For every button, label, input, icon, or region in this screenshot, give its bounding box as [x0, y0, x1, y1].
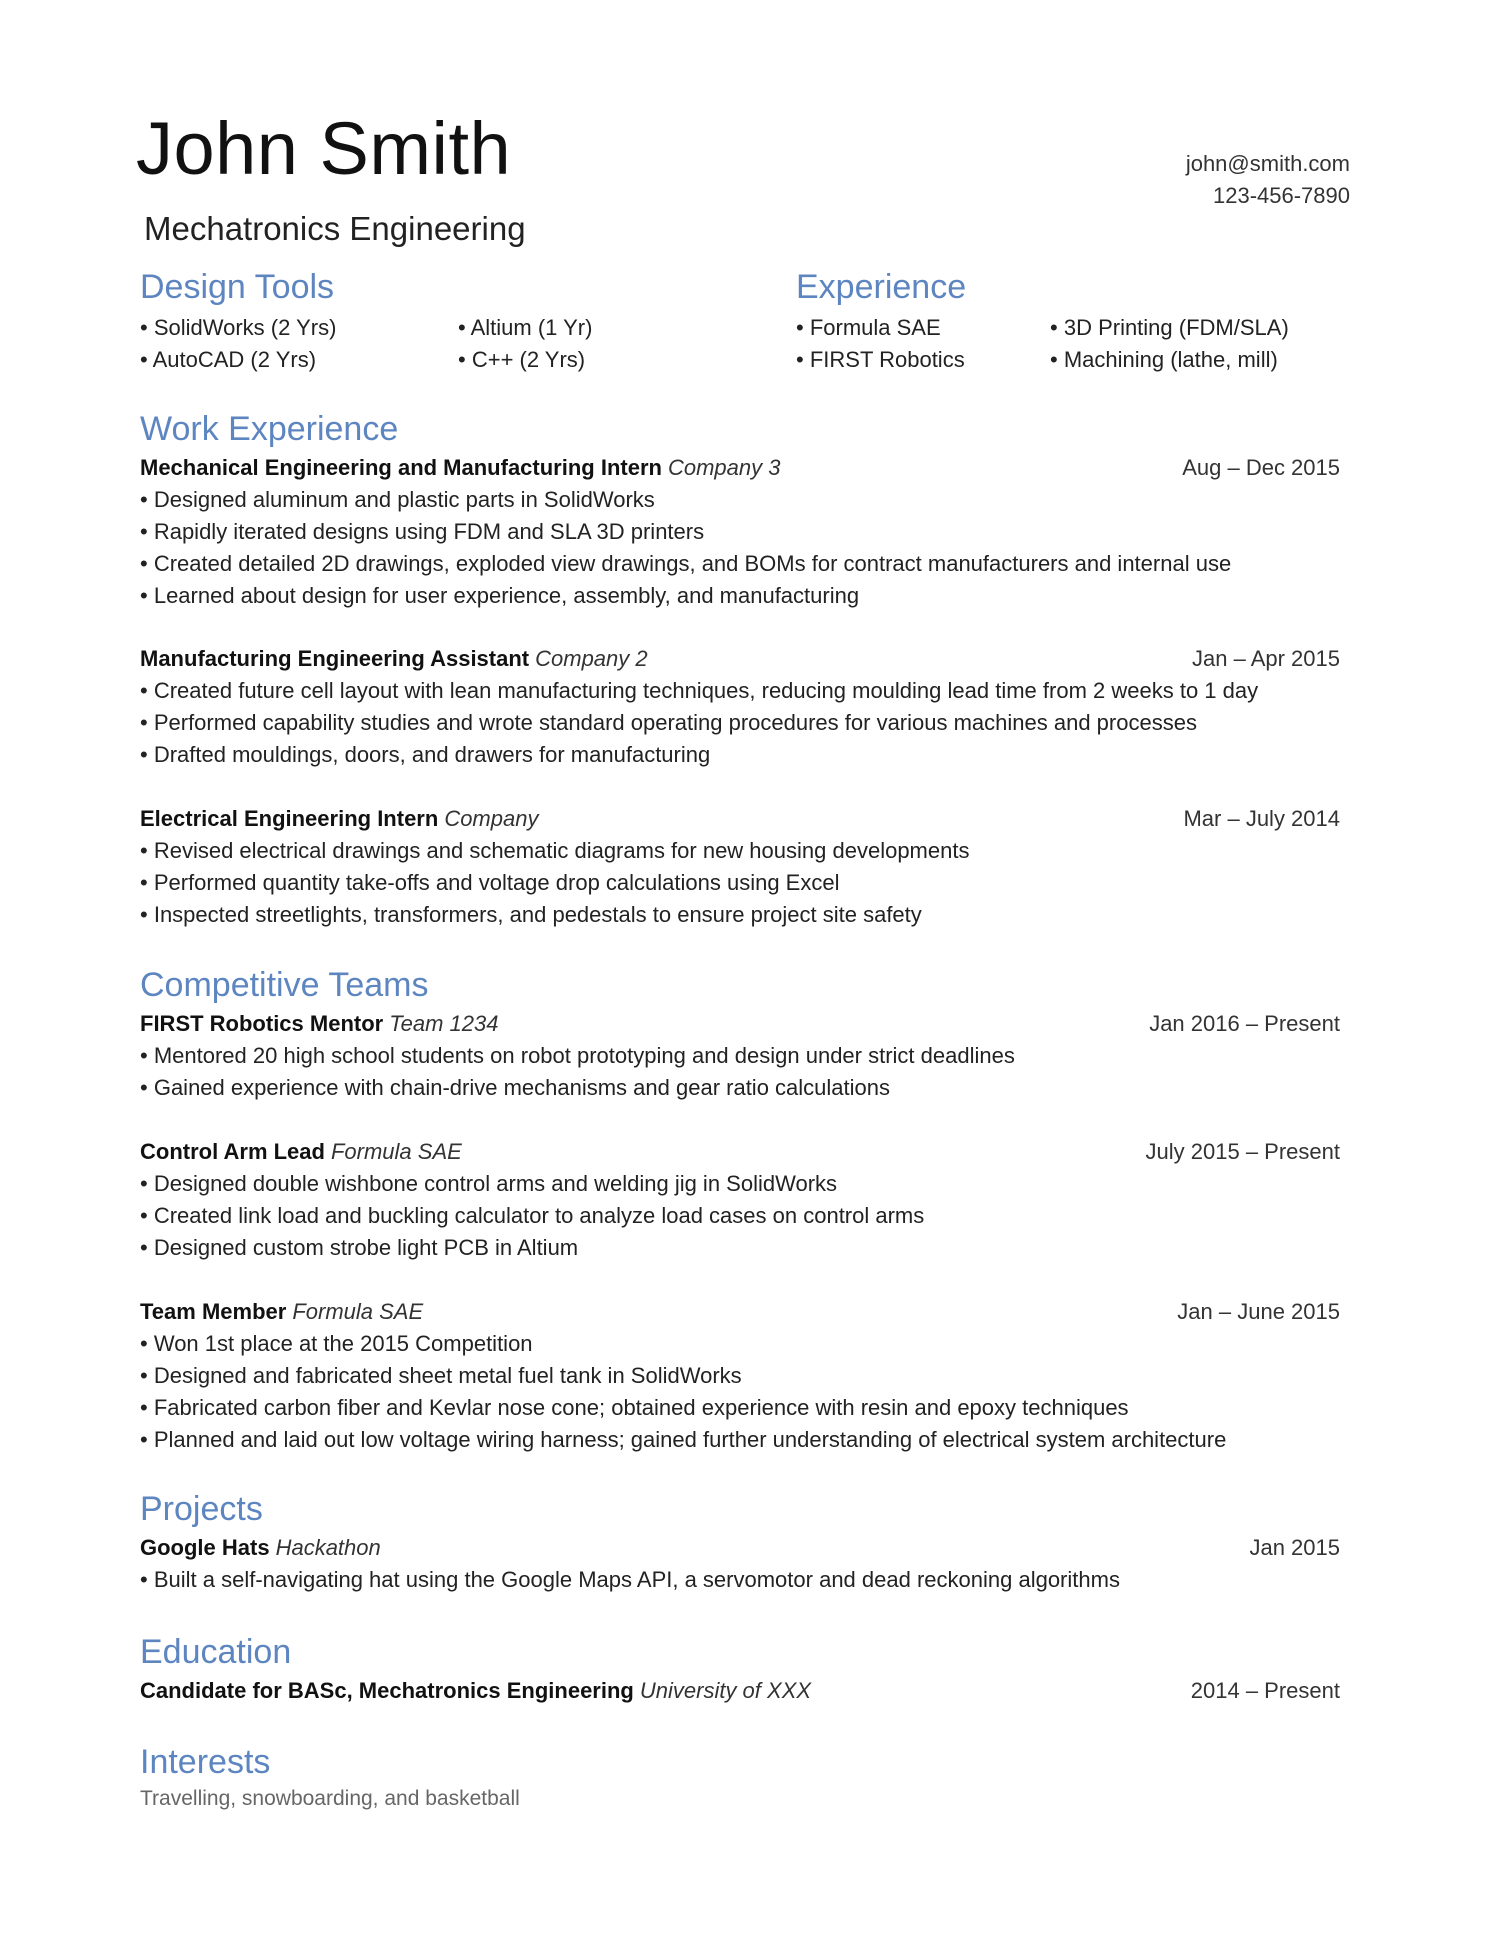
bullet-item: • Designed and fabricated sheet metal fuel tank in SolidWorks [140, 1360, 1340, 1392]
bullet-list [140, 484, 1340, 612]
design-tools-heading: Design Tools [140, 268, 335, 306]
interests-text: Travelling, snowboarding, and basketball [140, 1787, 520, 1810]
company-name: Company [444, 806, 539, 831]
design-tools-col-1 [140, 312, 336, 376]
date-range: Jan 2016 – Present [1149, 1011, 1340, 1036]
job-title: Electrical Engineering Intern [140, 806, 439, 831]
entry-header [140, 1008, 1340, 1040]
bullet-list [140, 1168, 1340, 1264]
phone-number: 123-456-7890 [1212, 183, 1350, 208]
bullet-item: • Created detailed 2D drawings, exploded view drawings, and BOMs for contract manufacturers and internal use [140, 548, 1340, 580]
interests-heading: Interests [140, 1743, 271, 1781]
experience-skills-col-2 [1050, 312, 1289, 376]
skill-item: • AutoCAD (2 Yrs) [140, 347, 317, 372]
bullet-list [140, 835, 1340, 931]
bullet-item: • Drafted mouldings, doors, and drawers for manufacturing [140, 739, 1340, 771]
skill-item: • C++ (2 Yrs) [458, 347, 586, 372]
date-range: Jan – Apr 2015 [1191, 646, 1340, 671]
bullet-item: • Rapidly iterated designs using FDM and SLA 3D printers [140, 516, 1340, 548]
bullet-item: • Learned about design for user experience, assembly, and manufacturing [140, 580, 1340, 612]
entry-header [140, 643, 1340, 675]
entry-header [140, 1136, 1340, 1168]
team-role: FIRST Robotics Mentor [140, 1011, 384, 1036]
entry-header [140, 1296, 1340, 1328]
date-range: Aug – Dec 2015 [1182, 455, 1340, 480]
bullet-item: • Planned and laid out low voltage wiring harness; gained further understanding of electrical system architecture [140, 1424, 1340, 1456]
job-title: Mechanical Engineering and Manufacturing Intern [140, 455, 662, 480]
bullet-item: • Created link load and buckling calculator to analyze load cases on control arms [140, 1200, 1340, 1232]
team-entry [140, 1296, 1340, 1456]
work-entry [140, 452, 1340, 612]
work-experience-heading: Work Experience [140, 410, 399, 448]
company-name: Company 2 [535, 646, 648, 671]
entry-header [140, 1675, 1340, 1707]
bullet-item: • Gained experience with chain-drive mechanisms and gear ratio calculations [140, 1072, 1340, 1104]
experience-skills-col-1 [796, 312, 965, 376]
job-title: Manufacturing Engineering Assistant [140, 646, 530, 671]
entry-header [140, 803, 1340, 835]
date-range: 2014 – Present [1190, 1678, 1340, 1703]
skill-item: • Altium (1 Yr) [458, 315, 593, 340]
work-entry [140, 803, 1340, 931]
bullet-item: • Designed double wishbone control arms and welding jig in SolidWorks [140, 1168, 1340, 1200]
bullet-item: • Created future cell layout with lean manufacturing techniques, reducing moulding lead time from 2 weeks to 1 day [140, 675, 1340, 707]
date-range: Mar – July 2014 [1183, 806, 1340, 831]
entry-header [140, 452, 1340, 484]
contact-info [1186, 148, 1350, 212]
project-context: Hackathon [275, 1535, 381, 1560]
bullet-item: • Won 1st place at the 2015 Competition [140, 1328, 1340, 1360]
skill-item: • SolidWorks (2 Yrs) [140, 315, 337, 340]
team-name: Formula SAE [292, 1299, 424, 1324]
bullet-item: • Fabricated carbon fiber and Kevlar nose cone; obtained experience with resin and epoxy techniques [140, 1392, 1340, 1424]
bullet-item: • Performed capability studies and wrote standard operating procedures for various machines and processes [140, 707, 1340, 739]
team-entry [140, 1008, 1340, 1104]
bullet-list [140, 675, 1340, 771]
date-range: Jan – June 2015 [1177, 1299, 1340, 1324]
skill-item: • Machining (lathe, mill) [1050, 347, 1278, 372]
skill-item: • FIRST Robotics [796, 347, 965, 372]
team-role: Control Arm Lead [140, 1139, 325, 1164]
education-heading: Education [140, 1633, 292, 1671]
experience-skills-heading: Experience [796, 268, 967, 306]
work-entry [140, 643, 1340, 771]
design-tools-col-2 [458, 312, 592, 376]
skill-item: • 3D Printing (FDM/SLA) [1050, 315, 1289, 340]
date-range: Jan 2015 [1249, 1535, 1340, 1560]
degree-title: Candidate for BASc, Mechatronics Engineering [140, 1678, 634, 1703]
bullet-item: • Designed aluminum and plastic parts in SolidWorks [140, 484, 1340, 516]
bullet-list [140, 1564, 1340, 1596]
team-role: Team Member [140, 1299, 287, 1324]
bullet-list [140, 1328, 1340, 1456]
bullet-item: • Performed quantity take-offs and voltage drop calculations using Excel [140, 867, 1340, 899]
competitive-teams-heading: Competitive Teams [140, 966, 429, 1004]
projects-heading: Projects [140, 1490, 263, 1528]
project-entry [140, 1532, 1340, 1596]
bullet-item: • Designed custom strobe light PCB in Altium [140, 1232, 1340, 1264]
entry-header [140, 1532, 1340, 1564]
email-link[interactable]: john@smith.com [1185, 151, 1350, 176]
bullet-list [140, 1040, 1340, 1104]
candidate-discipline: Mechatronics Engineering [144, 210, 526, 247]
education-entry [140, 1675, 1340, 1707]
project-title: Google Hats [140, 1535, 270, 1560]
company-name: Company 3 [667, 455, 781, 480]
team-name: Team 1234 [389, 1011, 499, 1036]
date-range: July 2015 – Present [1145, 1139, 1340, 1164]
bullet-item: • Mentored 20 high school students on robot prototyping and design under strict deadlines [140, 1040, 1340, 1072]
candidate-name: John Smith [136, 107, 512, 190]
team-entry [140, 1136, 1340, 1264]
bullet-item: • Revised electrical drawings and schematic diagrams for new housing developments [140, 835, 1340, 867]
institution-name: University of XXX [639, 1678, 812, 1703]
bullet-item: • Inspected streetlights, transformers, and pedestals to ensure project site safety [140, 899, 1340, 931]
team-name: Formula SAE [330, 1139, 462, 1164]
skill-item: • Formula SAE [796, 315, 941, 340]
bullet-item: • Built a self-navigating hat using the Google Maps API, a servomotor and dead reckoning algorithms [140, 1564, 1340, 1596]
